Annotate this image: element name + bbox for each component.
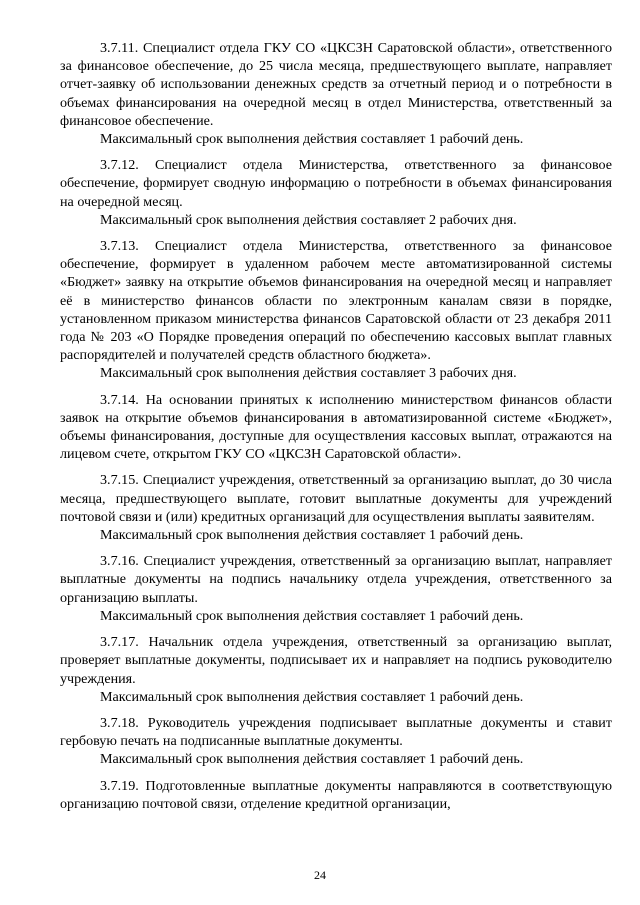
section-text: Специалист отдела Министерства, ответственного за финансовое обеспечение, формирует в удаленном рабочем месте автоматизированной системы «Бюджет» заявку на открытие объемов финансирования на очередной месяц и направляет её в министерство финансов области по электронным каналам связи в порядке, установленном приказом министерства финансов Саратовской области от 23 декабря 2011 года № 203 «О Порядке проведения операций по обеспечению кассовых выплат главных распорядителей и получателей средств областного бюджета». [60, 238, 612, 364]
section-paragraph [60, 777, 612, 813]
deadline-note: Максимальный срок выполнения действия составляет 1 рабочий день. [100, 607, 524, 624]
section-number: 3.7.16. [100, 553, 139, 570]
section-number: 3.7.18. [100, 714, 139, 731]
deadline-note: Максимальный срок выполнения действия составляет 1 рабочий день. [100, 688, 524, 705]
section-text: Подготовленные выплатные документы направляются в соответствующую организацию почтовой связи, отделение кредитной организации, [60, 777, 612, 812]
deadline-note: Максимальный срок выполнения действия составляет 2 рабочих дня. [100, 211, 517, 228]
deadline-note: Максимальный срок выполнения действия составляет 1 рабочий день. [100, 751, 524, 768]
section-paragraph [60, 39, 612, 130]
section-text: Специалист учреждения, ответственный за организацию выплат, направляет выплатные документы на подпись начальнику отдела учреждения, ответственного за организацию выплаты. [60, 553, 613, 606]
section-number: 3.7.19. [100, 777, 139, 794]
section-paragraph [60, 633, 612, 688]
section-3-7-17 [60, 633, 612, 706]
section-3-7-12 [60, 156, 612, 229]
section-number: 3.7.11. [100, 40, 139, 56]
deadline-note: Максимальный срок выполнения действия составляет 3 рабочих дня. [100, 365, 517, 382]
section-number: 3.7.17. [100, 634, 139, 651]
section-3-7-19 [60, 777, 612, 813]
section-3-7-11 [60, 39, 612, 148]
section-paragraph [60, 156, 612, 211]
section-number: 3.7.12. [100, 157, 139, 174]
section-text: Руководитель учреждения подписывает выплатные документы и ставит гербовую печать на подписанные выплатные документы. [60, 714, 612, 750]
section-3-7-13 [60, 237, 612, 383]
section-text: На основании принятых к исполнению министерством финансов области заявок на открытие объемов финансирования в автоматизированной системе «Бюджет», объемы финансирования, доступные для осуществления кассовых выплат, отражаются на лицевом счете, открытом ГКУ СО «ЦКСЗН Саратовской области». [60, 391, 612, 463]
section-text: Специалист отдела ГКУ СО «ЦКСЗН Саратовской области», ответственного за финансовое обеспечение, до 25 числа месяца, предшествующего выплате, направляет отчет-заявку об использовании денежных средств за отчетный период и о потребности в объемах финансирования на очередной месяц в отдел Министерства, ответственный за финансовое обеспечение. [60, 40, 612, 129]
section-text: Начальник отдела учреждения, ответственный за организацию выплат, проверяет выплатные документы, подписывает их и направляет на подпись руководителю учреждения. [60, 634, 612, 687]
section-3-7-14 [60, 391, 612, 464]
document-body [60, 39, 612, 821]
section-text: Специалист отдела Министерства, ответственного за финансовое обеспечение, формирует сводную информацию о потребности в объемах финансирования на очередной месяц. [60, 157, 612, 210]
section-3-7-18 [60, 714, 612, 769]
section-paragraph [60, 471, 612, 526]
section-paragraph [60, 391, 612, 464]
section-text: Специалист учреждения, ответственный за организацию выплат, до 30 числа месяца, предшествующего выплате, готовит выплатные документы для учреждений почтовой связи и (или) кредитных организаций для осуществления выплаты заявителям. [60, 472, 612, 525]
section-paragraph [60, 237, 612, 364]
section-number: 3.7.14. [100, 391, 139, 408]
page-number: 24 [314, 868, 326, 882]
section-3-7-16 [60, 552, 612, 625]
section-3-7-15 [60, 471, 612, 544]
deadline-note: Максимальный срок выполнения действия составляет 1 рабочий день. [100, 131, 524, 148]
section-number: 3.7.15. [100, 472, 139, 489]
deadline-note: Максимальный срок выполнения действия составляет 1 рабочий день. [100, 527, 524, 544]
section-paragraph [60, 714, 612, 750]
section-number: 3.7.13. [100, 238, 139, 255]
section-paragraph [60, 552, 612, 607]
